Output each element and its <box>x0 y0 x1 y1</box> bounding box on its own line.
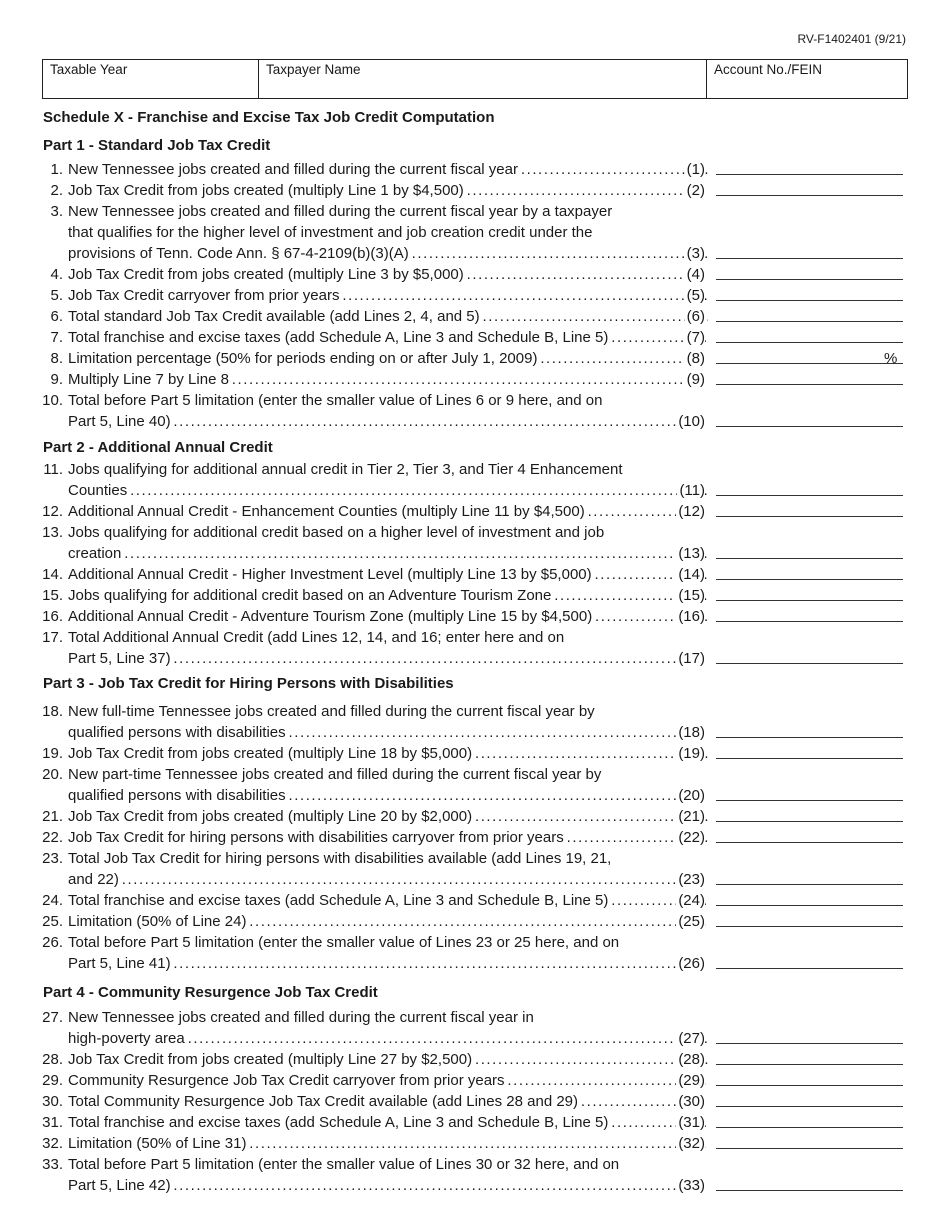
line-ref: (17) <box>678 650 705 667</box>
answer-field[interactable] <box>716 1106 903 1107</box>
form-line <box>0 480 950 501</box>
form-line <box>0 953 950 974</box>
line-number: 28. <box>42 1051 63 1068</box>
header-table <box>42 59 908 99</box>
form-line <box>0 1070 950 1091</box>
line-number: 10. <box>42 392 63 409</box>
line-text: Additional Annual Credit - Adventure Tourism Zone (multiply Line 15 by $4,500) . . . <box>68 606 708 627</box>
line-text: Jobs qualifying for additional credit based on a higher level of investment and job <box>68 524 605 541</box>
percent-sign: % <box>884 350 898 367</box>
line-number: 3. <box>50 203 63 220</box>
form-line <box>0 327 950 348</box>
answer-field[interactable] <box>716 621 903 622</box>
answer-field[interactable] <box>716 342 903 343</box>
form-line <box>0 848 950 869</box>
line-ref: (12) <box>678 503 705 520</box>
line-ref: (20) <box>678 787 705 804</box>
line-text: Total franchise and excise taxes (add Schedule A, Line 3 and Schedule B, Line 5) . . . <box>68 327 708 348</box>
form-line <box>0 585 950 606</box>
line-text: Community Resurgence Job Tax Credit carryover from prior years . . . <box>68 1070 708 1091</box>
form-line <box>0 1112 950 1133</box>
line-number: 25. <box>42 913 63 930</box>
line-text: Part 5, Line 40) . . . <box>68 411 708 432</box>
line-ref: (30) <box>678 1093 705 1110</box>
line-number: 4. <box>50 266 63 283</box>
line-ref: (11) <box>679 482 705 499</box>
form-line <box>0 348 950 369</box>
answer-field[interactable] <box>716 558 903 559</box>
answer-field[interactable] <box>716 968 903 969</box>
line-ref: (4) <box>686 266 705 283</box>
answer-field[interactable] <box>716 737 903 738</box>
line-text: creation . . . <box>68 543 708 564</box>
part-4-heading: Part 4 - Community Resurgence Job Tax Credit <box>43 984 378 1001</box>
taxpayer-name-field[interactable]: Taxpayer Name <box>259 60 707 98</box>
line-text: Job Tax Credit from jobs created (multiply Line 1 by $4,500) . . . <box>68 180 708 201</box>
form-line <box>0 722 950 743</box>
line-number: 11. <box>43 461 63 478</box>
line-text: Job Tax Credit carryover from prior years . . . <box>68 285 708 306</box>
form-line <box>0 306 950 327</box>
line-number: 19. <box>42 745 63 762</box>
form-line <box>0 159 950 180</box>
form-line <box>0 627 950 648</box>
line-text: Limitation percentage (50% for periods ending on or after July 1, 2009) . . . <box>68 348 708 369</box>
line-text: Total Job Tax Credit for hiring persons with disabilities available (add Lines 19, 21, <box>68 850 612 867</box>
line-text: qualified persons with disabilities . . . <box>68 722 708 743</box>
line-number: 14. <box>42 566 63 583</box>
answer-field[interactable] <box>716 905 903 906</box>
line-ref: (25) <box>678 913 705 930</box>
line-text: Limitation (50% of Line 31) . . . <box>68 1133 708 1154</box>
line-number: 31. <box>42 1114 63 1131</box>
form-line <box>0 827 950 848</box>
line-text: Jobs qualifying for additional annual credit in Tier 2, Tier 3, and Tier 4 Enhancement <box>68 461 623 478</box>
form-line <box>0 369 950 390</box>
form-line <box>0 1154 950 1175</box>
line-number: 29. <box>42 1072 63 1089</box>
line-ref: (29) <box>678 1072 705 1089</box>
form-line <box>0 648 950 669</box>
line-number: 6. <box>50 308 63 325</box>
line-text: Job Tax Credit from jobs created (multiply Line 3 by $5,000) . . . <box>68 264 708 285</box>
line-ref: (15) <box>678 587 705 604</box>
line-text: Total before Part 5 limitation (enter the smaller value of Lines 30 or 32 here, and on <box>68 1156 620 1173</box>
schedule-title: Schedule X - Franchise and Excise Tax Job Credit Computation <box>43 109 495 126</box>
answer-field[interactable] <box>716 1085 903 1086</box>
line-text: Jobs qualifying for additional credit based on an Adventure Tourism Zone . . . <box>68 585 708 606</box>
line-text: Total before Part 5 limitation (enter the smaller value of Lines 6 or 9 here, and on <box>68 392 603 409</box>
form-line <box>0 564 950 585</box>
answer-field[interactable] <box>716 384 903 385</box>
form-line <box>0 243 950 264</box>
form-line <box>0 1091 950 1112</box>
line-number: 2. <box>50 182 63 199</box>
answer-field[interactable] <box>716 300 903 301</box>
line-ref: (31) <box>678 1114 705 1131</box>
part-3-heading: Part 3 - Job Tax Credit for Hiring Persons with Disabilities <box>43 675 454 692</box>
form-line <box>0 743 950 764</box>
form-line <box>0 701 950 722</box>
line-number: 8. <box>50 350 63 367</box>
line-text: that qualifies for the higher level of investment and job creation credit under the <box>68 224 593 241</box>
line-text: New Tennessee jobs created and filled during the current fiscal year . . . <box>68 159 708 180</box>
answer-field[interactable] <box>716 195 903 196</box>
line-number: 9. <box>50 371 63 388</box>
line-number: 32. <box>42 1135 63 1152</box>
form-line <box>0 911 950 932</box>
line-text: New Tennessee jobs created and filled during the current fiscal year by a taxpayer <box>68 203 613 220</box>
line-text: qualified persons with disabilities . . . <box>68 785 708 806</box>
line-text: Total standard Job Tax Credit available (add Lines 2, 4, and 5) . . . <box>68 306 708 327</box>
line-text: Part 5, Line 41) . . . <box>68 953 708 974</box>
line-number: 27. <box>42 1009 63 1026</box>
answer-field[interactable] <box>716 258 903 259</box>
line-ref: (27) <box>678 1030 705 1047</box>
line-ref: (7) <box>686 329 705 346</box>
line-ref: (19) <box>678 745 705 762</box>
line-number: 23. <box>42 850 63 867</box>
answer-field[interactable] <box>716 516 903 517</box>
answer-field[interactable] <box>716 663 903 664</box>
form-line <box>0 890 950 911</box>
form-line <box>0 459 950 480</box>
answer-field[interactable] <box>716 1064 903 1065</box>
answer-field[interactable] <box>716 926 903 927</box>
line-ref: (32) <box>678 1135 705 1152</box>
answer-field[interactable] <box>716 1043 903 1044</box>
part-1-heading: Part 1 - Standard Job Tax Credit <box>43 137 271 154</box>
taxable-year-field[interactable]: Taxable Year <box>43 60 259 98</box>
answer-field[interactable] <box>716 426 903 427</box>
line-ref: (13) <box>678 545 705 562</box>
line-ref: (23) <box>678 871 705 888</box>
answer-field[interactable] <box>716 821 903 822</box>
line-text: Total Additional Annual Credit (add Lines 12, 14, and 16; enter here and on <box>68 629 565 646</box>
line-text: Limitation (50% of Line 24) . . . <box>68 911 708 932</box>
answer-field[interactable] <box>716 321 903 322</box>
line-text: Additional Annual Credit - Enhancement Counties (multiply Line 11 by $4,500) . . . <box>68 501 708 522</box>
line-text: New Tennessee jobs created and filled during the current fiscal year in <box>68 1009 534 1026</box>
form-line <box>0 543 950 564</box>
answer-field[interactable] <box>716 363 903 364</box>
form-line <box>0 501 950 522</box>
line-ref: (22) <box>678 829 705 846</box>
line-text: Job Tax Credit from jobs created (multiply Line 20 by $2,000) . . . <box>68 806 708 827</box>
form-line <box>0 1049 950 1070</box>
form-line <box>0 264 950 285</box>
form-line <box>0 606 950 627</box>
answer-field[interactable] <box>716 800 903 801</box>
form-line <box>0 1028 950 1049</box>
line-number: 16. <box>42 608 63 625</box>
form-line <box>0 932 950 953</box>
line-number: 21. <box>42 808 63 825</box>
answer-field[interactable] <box>716 758 903 759</box>
line-number: 1. <box>50 161 63 178</box>
form-line <box>0 180 950 201</box>
line-text: Job Tax Credit for hiring persons with disabilities carryover from prior years . . . <box>68 827 708 848</box>
form-line <box>0 869 950 890</box>
form-line <box>0 764 950 785</box>
answer-field[interactable] <box>716 884 903 885</box>
answer-field[interactable] <box>716 579 903 580</box>
line-number: 22. <box>42 829 63 846</box>
form-line <box>0 1007 950 1028</box>
form-line <box>0 285 950 306</box>
line-number: 33. <box>42 1156 63 1173</box>
form-number: RV-F1402401 (9/21) <box>797 32 906 46</box>
form-line <box>0 201 950 222</box>
answer-field[interactable] <box>716 842 903 843</box>
line-text: Total franchise and excise taxes (add Schedule A, Line 3 and Schedule B, Line 5) . . . <box>68 890 708 911</box>
line-text: New full-time Tennessee jobs created and filled during the current fiscal year by <box>68 703 595 720</box>
line-ref: (24) <box>678 892 705 909</box>
answer-field[interactable] <box>716 279 903 280</box>
line-ref: (10) <box>678 413 705 430</box>
form-line <box>0 222 950 243</box>
line-ref: (16) <box>678 608 705 625</box>
form-line <box>0 411 950 432</box>
form-line <box>0 1133 950 1154</box>
line-text: Total franchise and excise taxes (add Schedule A, Line 3 and Schedule B, Line 5) . . . <box>68 1112 708 1133</box>
line-number: 30. <box>42 1093 63 1110</box>
form-line <box>0 522 950 543</box>
line-text: high-poverty area . . . <box>68 1028 708 1049</box>
line-ref: (26) <box>678 955 705 972</box>
line-number: 17. <box>42 629 63 646</box>
line-number: 12. <box>42 503 63 520</box>
line-text: Total before Part 5 limitation (enter the smaller value of Lines 23 or 25 here, and on <box>68 934 620 951</box>
line-ref: (14) <box>678 566 705 583</box>
line-number: 15. <box>42 587 63 604</box>
line-ref: (6) <box>686 308 705 325</box>
line-number: 5. <box>50 287 63 304</box>
line-text: Part 5, Line 37) . . . <box>68 648 708 669</box>
line-ref: (5) <box>686 287 705 304</box>
answer-field[interactable] <box>716 600 903 601</box>
line-number: 13. <box>42 524 63 541</box>
form-line <box>0 806 950 827</box>
line-text: Counties . . . <box>68 480 708 501</box>
answer-field[interactable] <box>716 174 903 175</box>
line-ref: (33) <box>678 1177 705 1194</box>
answer-field[interactable] <box>716 1148 903 1149</box>
answer-field[interactable] <box>716 1190 903 1191</box>
line-text: Total Community Resurgence Job Tax Credit available (add Lines 28 and 29) . . . <box>68 1091 708 1112</box>
line-ref: (9) <box>686 371 705 388</box>
line-ref: (2) <box>686 182 705 199</box>
line-ref: (21) <box>678 808 705 825</box>
form-line <box>0 390 950 411</box>
line-text: Part 5, Line 42) . . . <box>68 1175 708 1196</box>
answer-field[interactable] <box>716 1127 903 1128</box>
line-number: 20. <box>42 766 63 783</box>
line-number: 24. <box>42 892 63 909</box>
line-text: Multiply Line 7 by Line 8 . . . <box>68 369 708 390</box>
line-text: and 22) . . . <box>68 869 708 890</box>
line-number: 7. <box>50 329 63 346</box>
line-ref: (3) <box>686 245 705 262</box>
line-ref: (28) <box>678 1051 705 1068</box>
line-ref: (8) <box>686 350 705 367</box>
form-line <box>0 1175 950 1196</box>
line-number: 18. <box>42 703 63 720</box>
answer-field[interactable] <box>716 495 903 496</box>
line-number: 26. <box>42 934 63 951</box>
line-ref: (18) <box>678 724 705 741</box>
line-text: Job Tax Credit from jobs created (multiply Line 18 by $5,000) . . . <box>68 743 708 764</box>
line-text: New part-time Tennessee jobs created and filled during the current fiscal year by <box>68 766 602 783</box>
line-text: Job Tax Credit from jobs created (multiply Line 27 by $2,500) . . . <box>68 1049 708 1070</box>
line-ref: (1) <box>686 161 705 178</box>
form-line <box>0 785 950 806</box>
line-text: Additional Annual Credit - Higher Investment Level (multiply Line 13 by $5,000) . . . <box>68 564 708 585</box>
part-2-heading: Part 2 - Additional Annual Credit <box>43 439 273 456</box>
account-no-field[interactable]: Account No./FEIN <box>714 62 823 77</box>
line-text: provisions of Tenn. Code Ann. § 67-4-2109(b)(3)(A) . . . <box>68 243 708 264</box>
